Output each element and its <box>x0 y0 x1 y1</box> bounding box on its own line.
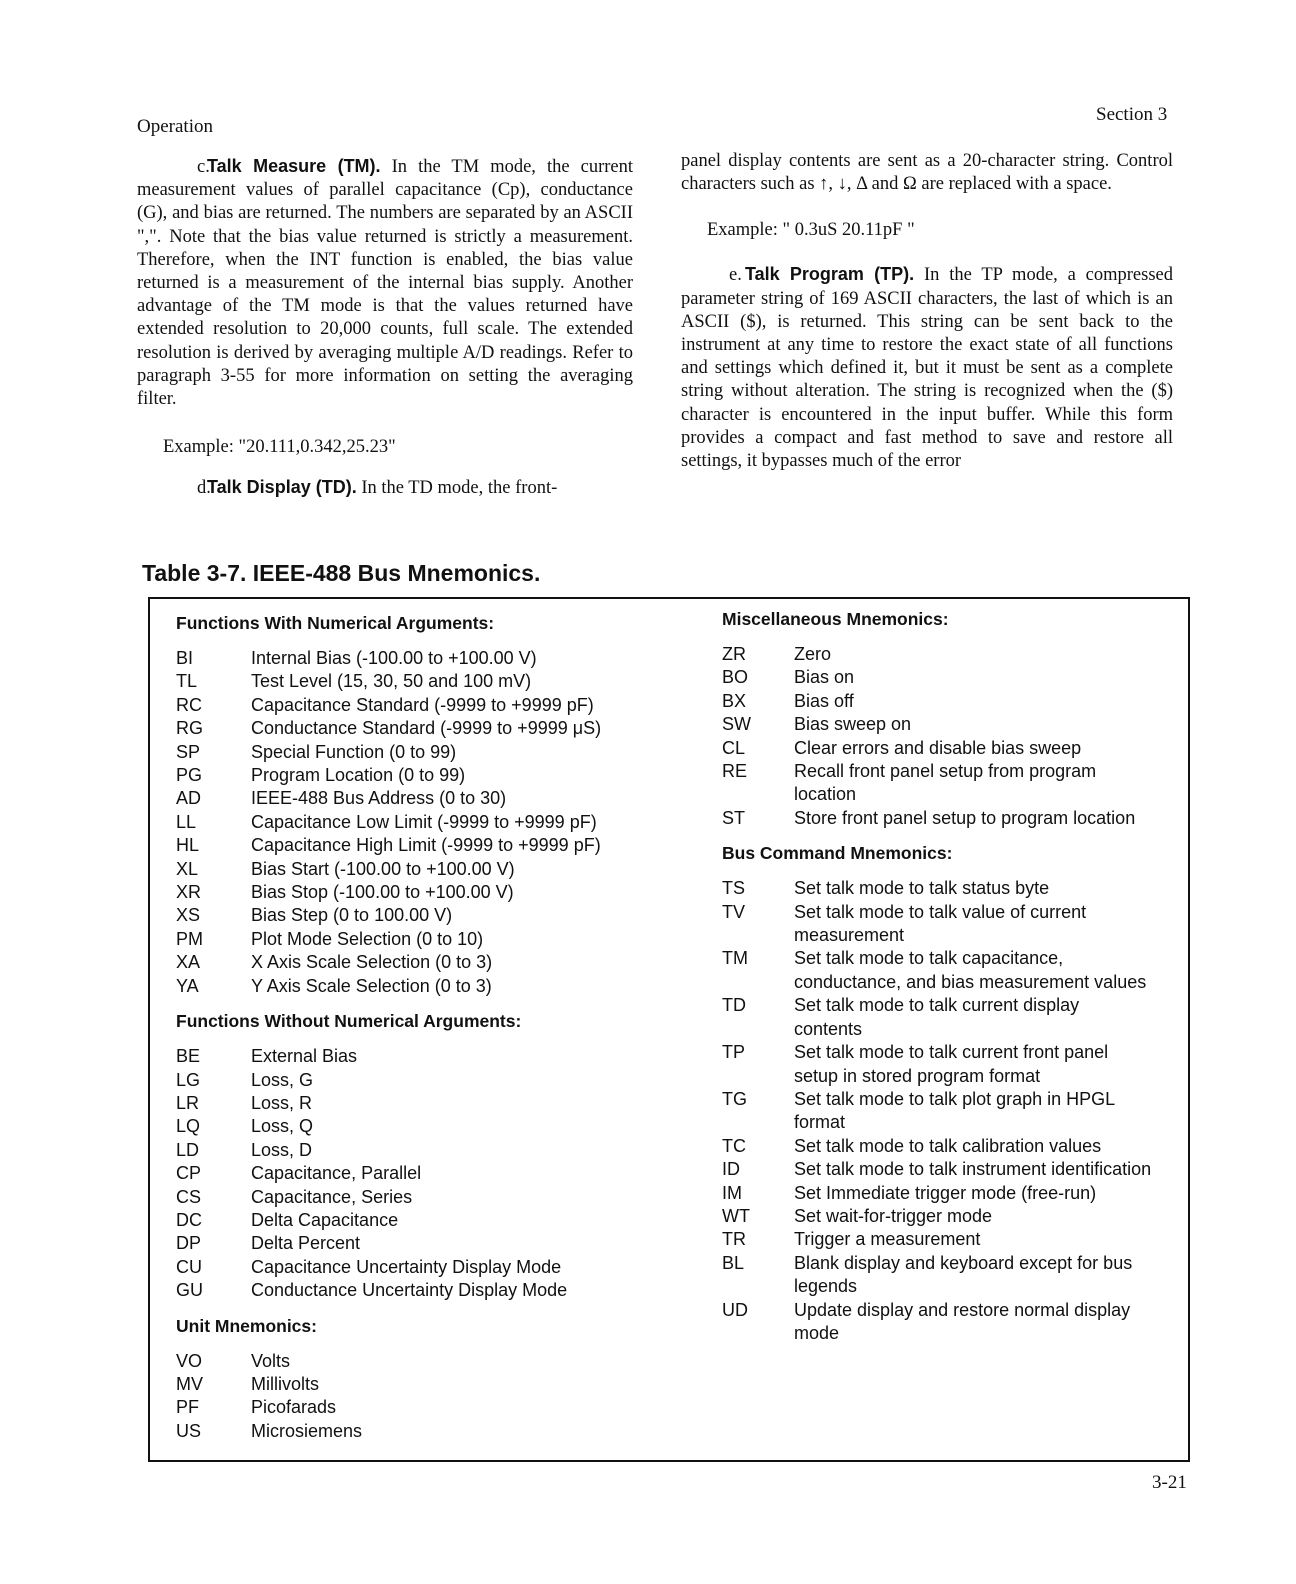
mnemonic-description: Y Axis Scale Selection (0 to 3) <box>251 975 492 996</box>
table-title: Table 3-7. IEEE-488 Bus Mnemonics. <box>142 560 541 586</box>
mnemonic-description: Microsiemens <box>251 1420 363 1441</box>
mnemonic-code: PF <box>176 1397 200 1418</box>
mnemonic-description: Set Immediate trigger mode (free-run) <box>794 1182 1097 1203</box>
mnemonic-description: Bias Stop (-100.00 to +100.00 V) <box>251 882 514 903</box>
mnemonic-description: Set talk mode to talk status byte <box>794 878 1050 899</box>
mnemonic-description: Trigger a measurement <box>794 1229 981 1250</box>
mnemonic-description: Test Level (15, 30, 50 and 100 mV) <box>251 671 532 692</box>
mnemonic-description: Loss, R <box>251 1092 313 1113</box>
mnemonic-description: Bias off <box>794 690 854 711</box>
mnemonic-description: Delta Percent <box>251 1233 361 1254</box>
mnemonics-table <box>148 597 1190 1462</box>
mnemonic-description: Set talk mode to talk value of current measurement <box>794 901 1087 946</box>
bus-command-mnemonics-heading: Bus Command Mnemonics: <box>722 843 953 864</box>
mnemonic-code: PG <box>176 765 203 786</box>
mnemonic-code: ZR <box>722 644 746 664</box>
unit-mnemonics-row <box>176 1350 696 1373</box>
mnemonic-code: PM <box>176 928 203 949</box>
functions-with-args-row <box>176 928 696 951</box>
mnemonic-code: DP <box>176 1233 202 1254</box>
mnemonic-description: Conductance Uncertainty Display Mode <box>251 1280 568 1301</box>
mnemonic-description: Internal Bias (-100.00 to +100.00 V) <box>251 648 537 668</box>
bus-command-mnemonics-row <box>722 1182 1152 1205</box>
functions-without-args-row <box>176 1186 696 1209</box>
paragraph-c <box>137 155 633 411</box>
paragraph-c-body: In the TM mode, the current measurement values of parallel capacitance (Cp), conductance (G), and bias are returned. The numbers are separated by an ASCII ",". Note that the bias value returned is strictly a measurement. Therefore, when the INT function is enabled, the bias value returned is a measurement of the internal bias supply. Another advantage of the TM mode is that the values returned have extended resolution to 20,000 counts, full scale. The extended resolution is derived by averaging multiple A/D readings. Refer to paragraph 3-55 for more information on setting the averaging filter. <box>137 157 634 410</box>
mnemonic-description: Zero <box>794 644 832 664</box>
mnemonic-description: Recall front panel setup from program location <box>794 761 1097 805</box>
mnemonic-code: CP <box>176 1163 202 1184</box>
mnemonic-code: LL <box>176 811 197 832</box>
bus-command-mnemonics-row <box>722 1299 1152 1346</box>
mnemonic-code: US <box>176 1420 202 1441</box>
paragraph-e-title: Talk Program (TP). <box>745 264 915 285</box>
bus-command-mnemonics-row <box>722 1205 1152 1228</box>
mnemonic-code: LR <box>176 1092 200 1113</box>
page-number: 3-21 <box>1152 1472 1187 1493</box>
mnemonic-description: Program Location (0 to 99) <box>251 765 466 786</box>
unit-mnemonics-row <box>176 1420 696 1443</box>
mnemonic-description: Volts <box>251 1350 291 1371</box>
mnemonic-code: DC <box>176 1209 202 1230</box>
functions-with-args-row <box>176 881 696 904</box>
mnemonic-code: TL <box>176 671 198 692</box>
misc-mnemonics-list <box>722 643 1152 830</box>
mnemonic-code: TD <box>722 995 746 1016</box>
mnemonic-code: LQ <box>176 1116 201 1137</box>
functions-without-args-row <box>176 1232 696 1255</box>
mnemonic-description: Set talk mode to talk plot graph in HPGL format <box>794 1088 1115 1133</box>
mnemonic-code: MV <box>176 1373 203 1394</box>
misc-mnemonics-row <box>722 666 1152 689</box>
paragraph-d-body: In the TD mode, the front- <box>361 478 558 499</box>
mnemonic-code: XA <box>176 952 201 973</box>
mnemonic-description: Set talk mode to talk current front panel setup in stored program format <box>794 1042 1109 1086</box>
functions-without-args-row <box>176 1139 696 1162</box>
example-c: Example: "20.111,0.342,25.23" <box>163 437 396 458</box>
mnemonic-code: TG <box>722 1088 747 1109</box>
mnemonic-code: BL <box>722 1252 745 1273</box>
mnemonic-description: Set talk mode to talk current display contents <box>794 995 1080 1039</box>
table-right-column <box>722 609 1152 1345</box>
mnemonic-code: SP <box>176 741 201 762</box>
mnemonic-description: Set wait-for-trigger mode <box>794 1205 993 1226</box>
misc-mnemonics-heading: Miscellaneous Mnemonics: <box>722 609 949 629</box>
mnemonic-description: Capacitance Low Limit (-9999 to +9999 pF) <box>251 811 597 832</box>
functions-with-args-row <box>176 858 696 881</box>
bus-command-mnemonics-row <box>722 877 1152 900</box>
bus-command-mnemonics-row <box>722 1088 1152 1135</box>
functions-without-args-row <box>176 1279 696 1302</box>
mnemonic-code: IM <box>722 1182 742 1203</box>
mnemonic-code: WT <box>722 1205 750 1226</box>
mnemonic-description: Clear errors and disable bias sweep <box>794 737 1082 758</box>
functions-without-args-row <box>176 1092 696 1115</box>
mnemonic-code: TR <box>722 1229 746 1250</box>
paragraph-d-title: Talk Display (TD). <box>207 477 357 498</box>
mnemonic-description: Loss, G <box>251 1069 314 1090</box>
right-column <box>681 150 1173 473</box>
bus-command-mnemonics-row <box>722 1135 1152 1158</box>
mnemonic-code: BE <box>176 1046 201 1067</box>
header-left: Operation <box>137 116 213 137</box>
mnemonic-code: LD <box>176 1139 200 1160</box>
mnemonic-code: ID <box>722 1159 740 1180</box>
mnemonic-code: RE <box>722 761 748 782</box>
mnemonic-description: Picofarads <box>251 1397 337 1418</box>
mnemonic-description: Bias Step (0 to 100.00 V) <box>251 905 453 926</box>
mnemonic-description: Store front panel setup to program location <box>794 807 1136 828</box>
mnemonic-description: Special Function (0 to 99) <box>251 741 457 762</box>
left-column <box>137 155 633 500</box>
mnemonic-code: CU <box>176 1256 202 1277</box>
paragraph-c-title: Talk Measure (TM). <box>207 156 381 176</box>
functions-with-args-row <box>176 975 696 998</box>
mnemonic-description: Capacitance, Series <box>251 1186 413 1207</box>
mnemonic-code: XL <box>176 858 199 879</box>
mnemonic-description: Set talk mode to talk calibration values <box>794 1135 1102 1156</box>
mnemonic-description: External Bias <box>251 1046 358 1067</box>
header-right: Section 3 <box>1096 104 1168 125</box>
mnemonic-description: Conductance Standard (-9999 to +9999 μS) <box>251 718 602 739</box>
misc-mnemonics-row <box>722 643 1152 666</box>
misc-mnemonics-row <box>722 737 1152 760</box>
paragraph-d-marker: d. <box>197 478 211 499</box>
bus-command-mnemonics-row <box>722 947 1152 994</box>
paragraph-e-body: In the TP mode, a compressed parameter string of 169 ASCII characters, the last of which is an ASCII ($), is returned. This string can be sent back to the instrument at any time to restore the exact state of all functions and settings which defined it, but it must be sent as a complete string without alteration. The string is recognized when the ($) character is encountered in the input buffer. While this form provides a compact and fast method to save and restore all settings, it bypasses much of the error <box>681 265 1173 472</box>
bus-command-mnemonics-row <box>722 1158 1152 1181</box>
unit-mnemonics-heading: Unit Mnemonics: <box>176 1315 317 1336</box>
mnemonic-code: VO <box>176 1350 203 1371</box>
functions-with-args-row <box>176 694 696 717</box>
mnemonic-code: TV <box>722 901 746 922</box>
misc-mnemonics-row <box>722 690 1152 713</box>
bus-command-mnemonics-row <box>722 994 1152 1041</box>
functions-without-args-row <box>176 1162 696 1185</box>
mnemonic-code: BX <box>722 690 747 711</box>
functions-with-args-row <box>176 904 696 927</box>
misc-mnemonics-row <box>722 807 1152 830</box>
mnemonic-description: Millivolts <box>251 1373 320 1394</box>
mnemonic-code: TS <box>722 878 746 899</box>
table-left-column <box>176 613 696 1443</box>
mnemonic-description: Capacitance Standard (-9999 to +9999 pF) <box>251 694 594 715</box>
paragraph-c-marker: c. <box>197 157 210 177</box>
bus-command-mnemonics-row <box>722 1252 1152 1299</box>
mnemonic-code: GU <box>176 1280 203 1301</box>
mnemonic-code: CS <box>176 1186 202 1207</box>
functions-with-args-row <box>176 951 696 974</box>
mnemonic-description: Capacitance, Parallel <box>251 1163 422 1184</box>
mnemonic-code: HL <box>176 835 200 856</box>
functions-with-args-row <box>176 717 696 740</box>
mnemonic-description: Blank display and keyboard except for bus legends <box>794 1252 1133 1297</box>
paragraph-d <box>137 476 633 500</box>
mnemonic-description: Loss, Q <box>251 1116 314 1137</box>
mnemonic-code: UD <box>722 1299 748 1320</box>
functions-with-args-row <box>176 834 696 857</box>
example-d: Example: " 0.3uS 20.11pF " <box>707 220 915 241</box>
functions-with-args-row <box>176 764 696 787</box>
functions-without-args-row <box>176 1045 696 1068</box>
mnemonic-code: TC <box>722 1135 746 1156</box>
mnemonic-code: RG <box>176 718 203 739</box>
mnemonic-description: Bias Start (-100.00 to +100.00 V) <box>251 858 515 879</box>
functions-with-args-row <box>176 811 696 834</box>
mnemonic-description: Plot Mode Selection (0 to 10) <box>251 928 484 949</box>
bus-command-mnemonics-list <box>722 877 1152 1345</box>
mnemonic-description: X Axis Scale Selection (0 to 3) <box>251 952 493 973</box>
functions-with-args-row <box>176 647 696 670</box>
unit-mnemonics-list <box>176 1350 696 1444</box>
mnemonic-code: TP <box>722 1042 746 1063</box>
unit-mnemonics-row <box>176 1396 696 1419</box>
functions-with-args-list <box>176 647 696 998</box>
mnemonic-code: YA <box>176 975 199 996</box>
mnemonic-code: CL <box>722 737 746 758</box>
mnemonic-code: LG <box>176 1069 201 1090</box>
mnemonic-code: ST <box>722 807 746 828</box>
paragraph-d-continued: panel display contents are sent as a 20-character string. Control characters such as ↑, ↓, Δ and Ω are replaced with a space. <box>681 151 1173 195</box>
bus-command-mnemonics-row <box>722 1228 1152 1251</box>
mnemonic-description: Bias on <box>794 667 855 688</box>
functions-with-args-row <box>176 787 696 810</box>
mnemonic-code: RC <box>176 694 202 715</box>
mnemonic-code: BI <box>176 648 194 668</box>
bus-command-mnemonics-row <box>722 1041 1152 1088</box>
mnemonic-description: Delta Capacitance <box>251 1209 399 1230</box>
mnemonic-description: Update display and restore normal display mode <box>794 1299 1131 1343</box>
functions-without-args-row <box>176 1256 696 1279</box>
paragraph-e-marker: e. <box>729 265 742 286</box>
unit-mnemonics-row <box>176 1373 696 1396</box>
mnemonic-code: TM <box>722 948 748 969</box>
functions-with-args-row <box>176 670 696 693</box>
functions-with-args-heading: Functions With Numerical Arguments: <box>176 613 495 633</box>
mnemonic-description: Capacitance Uncertainty Display Mode <box>251 1256 562 1277</box>
mnemonic-code: BO <box>722 667 749 688</box>
bus-command-mnemonics-row <box>722 901 1152 948</box>
functions-without-args-list <box>176 1045 696 1302</box>
misc-mnemonics-row <box>722 760 1152 807</box>
mnemonic-description: Set talk mode to talk capacitance, conductance, and bias measurement values <box>794 948 1147 992</box>
functions-without-args-heading: Functions Without Numerical Arguments: <box>176 1011 522 1032</box>
paragraph-e <box>681 263 1173 473</box>
functions-without-args-row <box>176 1069 696 1092</box>
mnemonic-code: XR <box>176 882 202 903</box>
mnemonic-description: Loss, D <box>251 1139 313 1160</box>
functions-without-args-row <box>176 1209 696 1232</box>
mnemonic-code: XS <box>176 905 201 926</box>
misc-mnemonics-row <box>722 713 1152 736</box>
mnemonic-description: Set talk mode to talk instrument identification <box>794 1159 1152 1180</box>
mnemonic-description: Bias sweep on <box>794 714 912 735</box>
mnemonic-code: SW <box>722 714 751 735</box>
mnemonic-description: IEEE-488 Bus Address (0 to 30) <box>251 788 507 809</box>
functions-without-args-row <box>176 1115 696 1138</box>
mnemonic-description: Capacitance High Limit (-9999 to +9999 pF) <box>251 835 601 856</box>
mnemonic-code: AD <box>176 788 202 809</box>
functions-with-args-row <box>176 741 696 764</box>
